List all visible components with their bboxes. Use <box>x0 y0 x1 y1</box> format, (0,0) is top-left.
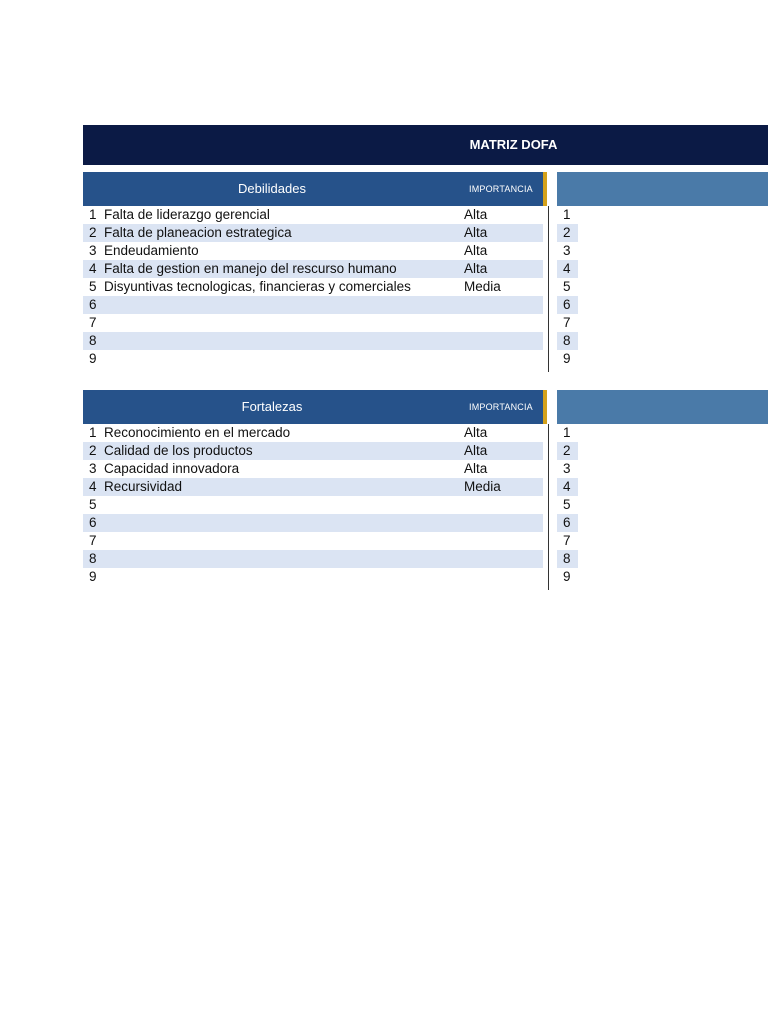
row-importance: Media <box>464 279 501 294</box>
right-row-number: 9 <box>563 569 571 584</box>
debilidades-divider <box>548 206 549 372</box>
right-row-number: 9 <box>563 351 571 366</box>
row-importance: Alta <box>464 443 488 458</box>
row-importance: Media <box>464 479 501 494</box>
fortalezas-right-header <box>557 390 768 424</box>
table-row <box>83 296 543 314</box>
table-row <box>83 242 543 260</box>
debilidades-rows <box>83 206 543 368</box>
debilidades-title: Debilidades <box>238 181 306 196</box>
row-number: 3 <box>89 243 97 258</box>
fortalezas-header <box>83 390 543 424</box>
table-row <box>83 424 543 442</box>
fortalezas-section <box>83 390 768 590</box>
fortalezas-right-rows <box>557 424 578 586</box>
table-row <box>83 350 543 368</box>
row-number: 4 <box>89 261 97 276</box>
row-description: Reconocimiento en el mercado <box>104 425 291 440</box>
debilidades-importancia-label: IMPORTANCIA <box>469 184 533 194</box>
right-row-number: 2 <box>557 442 578 460</box>
table-row <box>83 460 543 478</box>
row-number: 9 <box>89 569 97 584</box>
right-row-number: 5 <box>563 279 571 294</box>
right-row-number: 2 <box>557 224 578 242</box>
fortalezas-accent-bar <box>543 390 547 424</box>
matrix-title: MATRIZ DOFA <box>469 137 558 152</box>
right-row-number: 4 <box>557 478 578 496</box>
right-row-number: 7 <box>563 315 571 330</box>
row-description: Endeudamiento <box>104 243 199 258</box>
row-description: Recursividad <box>104 479 183 494</box>
right-row-number: 5 <box>563 497 571 512</box>
row-number: 5 <box>89 497 97 512</box>
row-number: 6 <box>89 297 97 312</box>
fortalezas-divider <box>548 424 549 590</box>
row-importance: Alta <box>464 425 488 440</box>
debilidades-header <box>83 172 543 206</box>
right-row-number: 6 <box>557 296 578 314</box>
row-number: 2 <box>89 443 97 458</box>
table-row <box>83 478 543 496</box>
row-description: Disyuntivas tecnologicas, financieras y comerciales <box>104 279 411 294</box>
fortalezas-importancia-label: IMPORTANCIA <box>469 402 533 412</box>
row-number: 7 <box>89 533 97 548</box>
table-row <box>83 568 543 586</box>
debilidades-right-header <box>557 172 768 206</box>
row-number: 6 <box>89 515 97 530</box>
row-number: 8 <box>89 333 97 348</box>
row-number: 9 <box>89 351 97 366</box>
row-description: Falta de planeacion estrategica <box>104 225 292 240</box>
table-row <box>83 278 543 296</box>
table-row <box>83 550 543 568</box>
row-number: 1 <box>89 425 97 440</box>
row-number: 4 <box>89 479 97 494</box>
table-row <box>83 332 543 350</box>
table-row <box>83 514 543 532</box>
row-number: 1 <box>89 207 97 222</box>
table-row <box>83 206 543 224</box>
row-number: 5 <box>89 279 97 294</box>
row-number: 7 <box>89 315 97 330</box>
debilidades-accent-bar <box>543 172 547 206</box>
table-row <box>83 532 543 550</box>
row-description: Falta de gestion en manejo del rescurso humano <box>104 261 397 276</box>
row-importance: Alta <box>464 207 488 222</box>
table-row <box>83 224 543 242</box>
right-row-number: 1 <box>563 207 571 222</box>
row-number: 8 <box>89 551 97 566</box>
right-row-number: 1 <box>563 425 571 440</box>
row-number: 2 <box>89 225 97 240</box>
row-importance: Alta <box>464 225 488 240</box>
right-row-number: 3 <box>563 243 571 258</box>
debilidades-section <box>83 172 768 372</box>
row-importance: Alta <box>464 261 488 276</box>
table-row <box>83 260 543 278</box>
fortalezas-rows <box>83 424 543 586</box>
row-description: Calidad de los productos <box>104 443 253 458</box>
matrix-title-bar <box>83 125 768 165</box>
row-description: Capacidad innovadora <box>104 461 240 476</box>
right-row-number: 3 <box>563 461 571 476</box>
right-row-number: 8 <box>557 550 578 568</box>
right-row-number: 8 <box>557 332 578 350</box>
row-description: Falta de liderazgo gerencial <box>104 207 270 222</box>
table-row <box>83 496 543 514</box>
fortalezas-title: Fortalezas <box>241 399 303 414</box>
table-row <box>83 442 543 460</box>
row-importance: Alta <box>464 461 488 476</box>
right-row-number: 4 <box>557 260 578 278</box>
table-row <box>83 314 543 332</box>
right-row-number: 7 <box>563 533 571 548</box>
debilidades-right-rows <box>557 206 578 368</box>
row-number: 3 <box>89 461 97 476</box>
row-importance: Alta <box>464 243 488 258</box>
right-row-number: 6 <box>557 514 578 532</box>
